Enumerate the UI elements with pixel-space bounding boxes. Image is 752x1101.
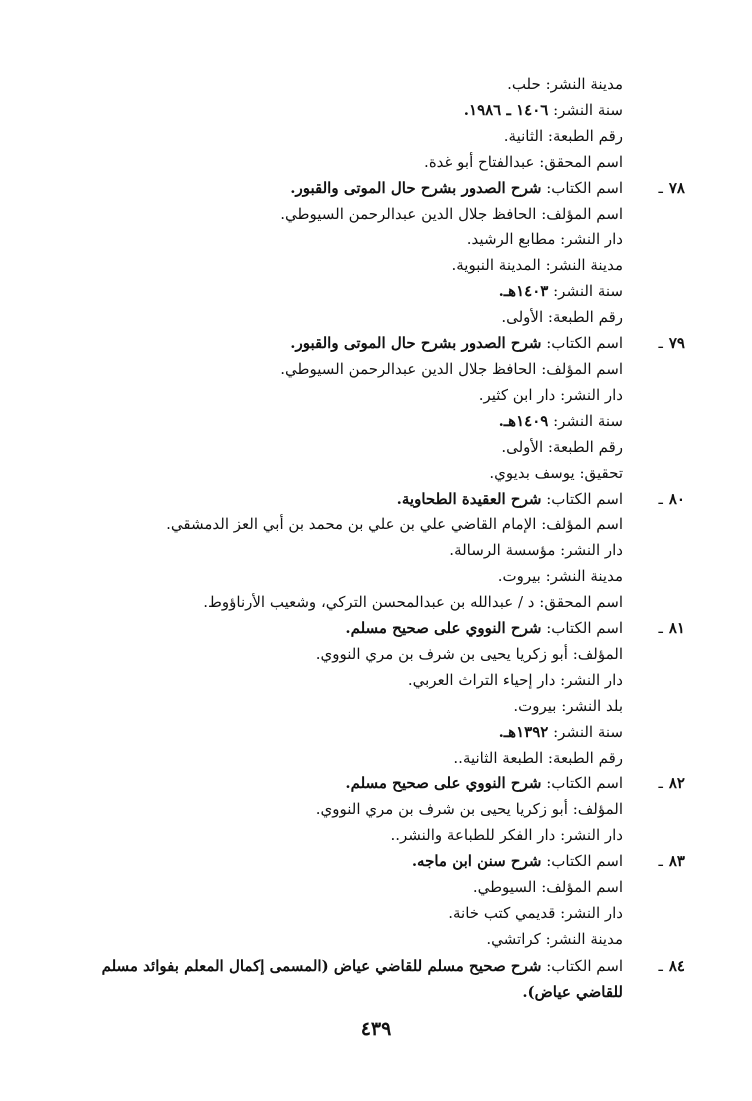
field-label: اسم الكتاب: bbox=[546, 619, 623, 638]
field-label: المؤلف: bbox=[572, 800, 623, 819]
field-label: دار النشر: bbox=[560, 230, 623, 249]
bibliography-line bbox=[60, 668, 685, 694]
field-value: أبو زكريا يحيى بن شرف بن مري النووي. bbox=[315, 800, 568, 819]
bibliography-line bbox=[60, 435, 685, 461]
field-value: مطابع الرشيد. bbox=[466, 230, 556, 249]
field-label: اسم الكتاب: bbox=[546, 956, 623, 975]
bibliography-line bbox=[60, 538, 685, 564]
field-value: المدينة النبوية. bbox=[451, 256, 541, 275]
entry-number-value: ٨٣ bbox=[668, 852, 685, 871]
field-label: اسم المحقق: bbox=[539, 593, 623, 612]
bibliography-line bbox=[60, 642, 685, 668]
field-label: دار النشر: bbox=[560, 904, 623, 922]
entry-number-separator: ـ bbox=[658, 956, 663, 975]
field-label: سنة النشر: bbox=[553, 722, 623, 741]
entry-number-value: ٨٤ bbox=[668, 956, 685, 975]
entry-number bbox=[627, 487, 685, 513]
field-label: دار النشر: bbox=[560, 670, 623, 689]
field-value: كراتشي. bbox=[486, 929, 541, 948]
field-value: شرح سنن ابن ماجه. bbox=[411, 852, 542, 871]
field-label: اسم المؤلف: bbox=[541, 878, 623, 897]
entry-number-separator: ـ bbox=[658, 178, 663, 197]
field-label: دار النشر: bbox=[560, 826, 623, 845]
entry-number bbox=[627, 176, 685, 202]
bibliography-line bbox=[60, 927, 685, 953]
field-value: الإمام القاضي علي بن علي بن محمد بن أبي العز الدمشقي. bbox=[166, 515, 537, 534]
field-label: رقم الطبعة: bbox=[547, 308, 623, 327]
entry-number-separator: ـ bbox=[658, 334, 663, 353]
field-value: دار إحياء التراث العربي. bbox=[407, 670, 556, 689]
bibliography-line bbox=[60, 849, 685, 875]
field-label: بلد النشر: bbox=[561, 696, 623, 715]
bibliography-line bbox=[60, 694, 685, 720]
field-label: مدينة النشر: bbox=[545, 256, 623, 275]
field-value: شرح النووي على صحيح مسلم. bbox=[345, 619, 542, 638]
entry-number-value: ٨١ bbox=[668, 619, 685, 638]
field-value: دار ابن كثير. bbox=[478, 385, 556, 404]
field-label: المؤلف: bbox=[572, 644, 623, 663]
bibliography-line bbox=[60, 771, 685, 797]
field-label: اسم المؤلف: bbox=[541, 515, 623, 534]
entry-number-value: ٧٩ bbox=[668, 334, 685, 353]
field-label: اسم الكتاب: bbox=[546, 178, 623, 197]
field-label: مدينة النشر: bbox=[545, 75, 623, 93]
field-label: تحقيق: bbox=[579, 463, 623, 482]
bibliography-line bbox=[60, 383, 685, 409]
bibliography-line bbox=[60, 512, 685, 538]
field-value: قديمي كتب خانة. bbox=[448, 904, 556, 922]
bibliography-line bbox=[60, 564, 685, 590]
field-label: سنة النشر: bbox=[553, 282, 623, 301]
bibliography-line bbox=[60, 202, 685, 228]
field-value: عبدالفتاح أبو غدة. bbox=[424, 152, 535, 171]
entry-number-value: ٧٨ bbox=[668, 178, 685, 197]
field-label: اسم المحقق: bbox=[539, 152, 623, 171]
field-value: الحافظ جلال الدين عبدالرحمن السيوطي. bbox=[280, 204, 537, 223]
field-value: الأولى. bbox=[501, 437, 544, 456]
bibliography-line bbox=[60, 124, 685, 150]
bibliography-line bbox=[60, 487, 685, 513]
field-label: اسم الكتاب: bbox=[546, 334, 623, 353]
entry-number bbox=[627, 953, 685, 979]
document-page bbox=[60, 72, 685, 1005]
entry-number bbox=[627, 771, 685, 797]
field-label: اسم المؤلف: bbox=[541, 359, 623, 378]
entry-number-separator: ـ bbox=[658, 852, 663, 871]
field-value: بيروت. bbox=[497, 567, 541, 586]
field-value: الحافظ جلال الدين عبدالرحمن السيوطي. bbox=[280, 359, 537, 378]
field-value: الطبعة الثانية.. bbox=[453, 748, 544, 767]
entry-number-separator: ـ bbox=[658, 489, 663, 508]
field-value: شرح النووي على صحيح مسلم. bbox=[345, 774, 542, 793]
field-value: شرح الصدور بشرح حال الموتى والقبور. bbox=[290, 178, 542, 197]
field-value: ١٤٠٣هـ. bbox=[498, 282, 549, 301]
field-label: مدينة النشر: bbox=[545, 567, 623, 586]
field-value: أبو زكريا يحيى بن شرف بن مري النووي. bbox=[315, 644, 568, 663]
field-value: بيروت. bbox=[513, 696, 557, 715]
bibliography-line bbox=[60, 279, 685, 305]
bibliography-line bbox=[60, 72, 685, 98]
field-value: شرح صحيح مسلم للقاضي عياض (المسمى إكمال المعلم بفوائد مسلم للقاضي عياض). bbox=[101, 956, 623, 1001]
page-number: ٤٣٩ bbox=[360, 1018, 392, 1040]
bibliography-line bbox=[60, 357, 685, 383]
bibliography-line bbox=[60, 797, 685, 823]
field-label: دار النشر: bbox=[560, 541, 623, 560]
bibliography-line bbox=[60, 227, 685, 253]
field-label: سنة النشر: bbox=[553, 411, 623, 430]
field-value: ١٤٠٩هـ. bbox=[498, 411, 549, 430]
bibliography-line bbox=[60, 305, 685, 331]
bibliography-line bbox=[60, 331, 685, 357]
field-label: دار النشر: bbox=[560, 385, 623, 404]
field-value: مؤسسة الرسالة. bbox=[449, 541, 556, 560]
field-label: رقم الطبعة: bbox=[547, 748, 623, 767]
field-value: السيوطي. bbox=[472, 878, 537, 897]
field-label: اسم الكتاب: bbox=[546, 489, 623, 508]
field-label: سنة النشر: bbox=[553, 100, 623, 119]
field-value: دار الفكر للطباعة والنشر.. bbox=[390, 826, 556, 845]
bibliography-line bbox=[60, 875, 685, 901]
field-value: شرح العقيدة الطحاوية. bbox=[396, 489, 542, 508]
bibliography-line bbox=[60, 901, 685, 927]
bibliography-line bbox=[60, 953, 685, 1005]
field-label: مدينة النشر: bbox=[545, 929, 623, 948]
bibliography-line bbox=[60, 616, 685, 642]
bibliography-line bbox=[60, 823, 685, 849]
field-label: اسم الكتاب: bbox=[546, 852, 623, 871]
field-label: رقم الطبعة: bbox=[547, 126, 623, 145]
bibliography-line bbox=[60, 409, 685, 435]
entry-number-separator: ـ bbox=[658, 619, 663, 638]
field-value: شرح الصدور بشرح حال الموتى والقبور. bbox=[290, 334, 542, 353]
field-label: رقم الطبعة: bbox=[547, 437, 623, 456]
entry-number-value: ٨٠ bbox=[668, 489, 685, 508]
bibliography-line bbox=[60, 98, 685, 124]
field-value: يوسف بديوي. bbox=[489, 463, 575, 482]
bibliography-line bbox=[60, 253, 685, 279]
bibliography-line bbox=[60, 176, 685, 202]
field-value: حلب. bbox=[507, 75, 541, 93]
field-value: ١٤٠٦ ـ ١٩٨٦. bbox=[463, 100, 549, 119]
bibliography-line bbox=[60, 461, 685, 487]
field-value: ١٣٩٢هـ. bbox=[498, 722, 549, 741]
bibliography-line bbox=[60, 590, 685, 616]
field-value: الأولى. bbox=[501, 308, 544, 327]
bibliography-line bbox=[60, 720, 685, 746]
entry-number-value: ٨٢ bbox=[668, 774, 685, 793]
field-value: الثانية. bbox=[503, 126, 544, 145]
entry-number-separator: ـ bbox=[658, 774, 663, 793]
field-label: اسم المؤلف: bbox=[541, 204, 623, 223]
entry-number bbox=[627, 616, 685, 642]
field-value: د / عبدالله بن عبدالمحسن التركي، وشعيب الأرناؤوط. bbox=[203, 593, 535, 612]
bibliography-line bbox=[60, 746, 685, 772]
entry-number bbox=[627, 849, 685, 875]
bibliography-line bbox=[60, 150, 685, 176]
field-label: اسم الكتاب: bbox=[546, 774, 623, 793]
entry-number bbox=[627, 331, 685, 357]
